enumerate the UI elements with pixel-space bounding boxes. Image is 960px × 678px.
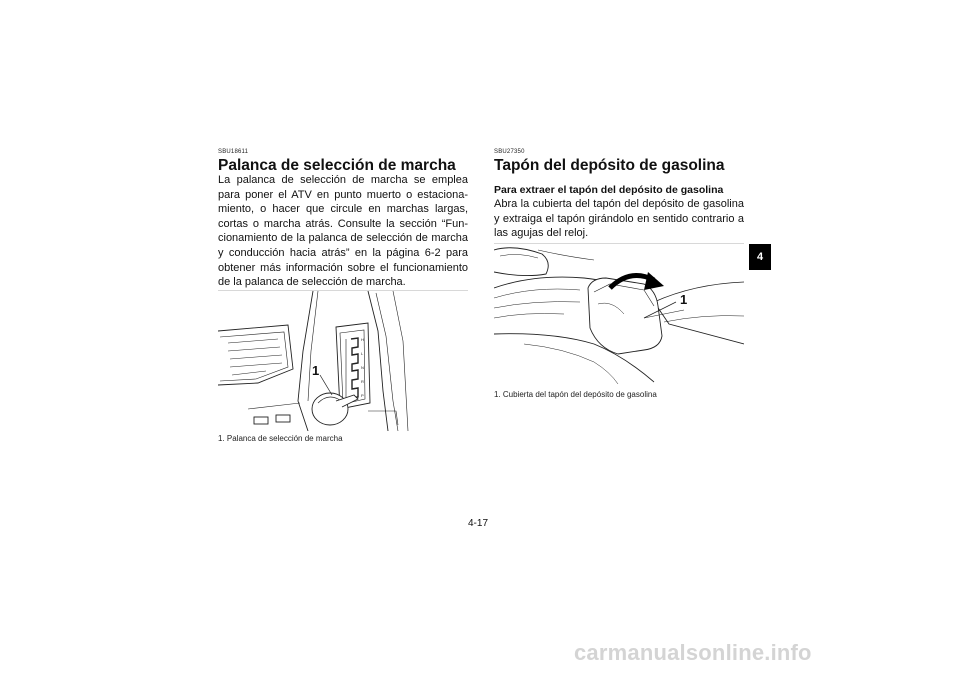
figure-caption-right: 1. Cubierta del tapón del depósito de gasolina [494,390,657,399]
watermark: carmanualsonline.info [574,640,812,665]
body-line: para poner el ATV en punto muerto o estaciona- [218,188,468,201]
body-line: cionamiento de la palanca de selección de marcha [218,232,468,245]
body-line: La palanca de selección de marcha se emplea [218,174,468,186]
body-line: de la palanca de selección de marcha. [218,276,406,289]
body-line: y extraiga el tapón girándolo en sentido contrario a [494,212,744,225]
section-subtitle-right: Para extraer el tapón del depósito de gasolina [494,184,724,196]
section-title-right: Tapón del depósito de gasolina [494,157,725,174]
fuel-cap-figure [494,243,744,384]
svg-text:L: L [361,351,364,356]
section-code-left: SBU18611 [218,149,249,155]
body-line: miento, o hacer que circule en marchas largas, [218,203,468,216]
svg-text:H: H [361,337,364,342]
body-line: y conducción hacia atrás” en la página 6-2 para [218,246,468,259]
page-number: 4-17 [468,518,489,529]
svg-text:N: N [361,365,364,370]
section-code-right: SBU27350 [494,149,525,155]
shift-lever-figure [218,290,468,431]
shift-lever-illustration [218,291,468,431]
section-title-left: Palanca de selección de marcha [218,157,456,174]
fuel-cap-illustration [494,244,744,384]
body-text-right [494,197,744,241]
svg-text:R: R [361,379,364,384]
figure-callout-left: 1 [312,363,320,378]
figure-callout-right: 1 [680,292,688,307]
body-text-left [218,173,468,290]
body-line: Abra la cubierta del tapón del depósito de gasolina [494,198,744,210]
svg-text:P: P [361,393,364,398]
body-line: cortas o marcha atrás. Consulte la sección “Fun- [218,217,468,230]
body-line: obtener más información sobre el funcionamiento [218,261,468,274]
chapter-tab: 4 [749,244,771,270]
figure-caption-left: 1. Palanca de selección de marcha [218,434,343,443]
body-line: las agujas del reloj. [494,227,589,240]
